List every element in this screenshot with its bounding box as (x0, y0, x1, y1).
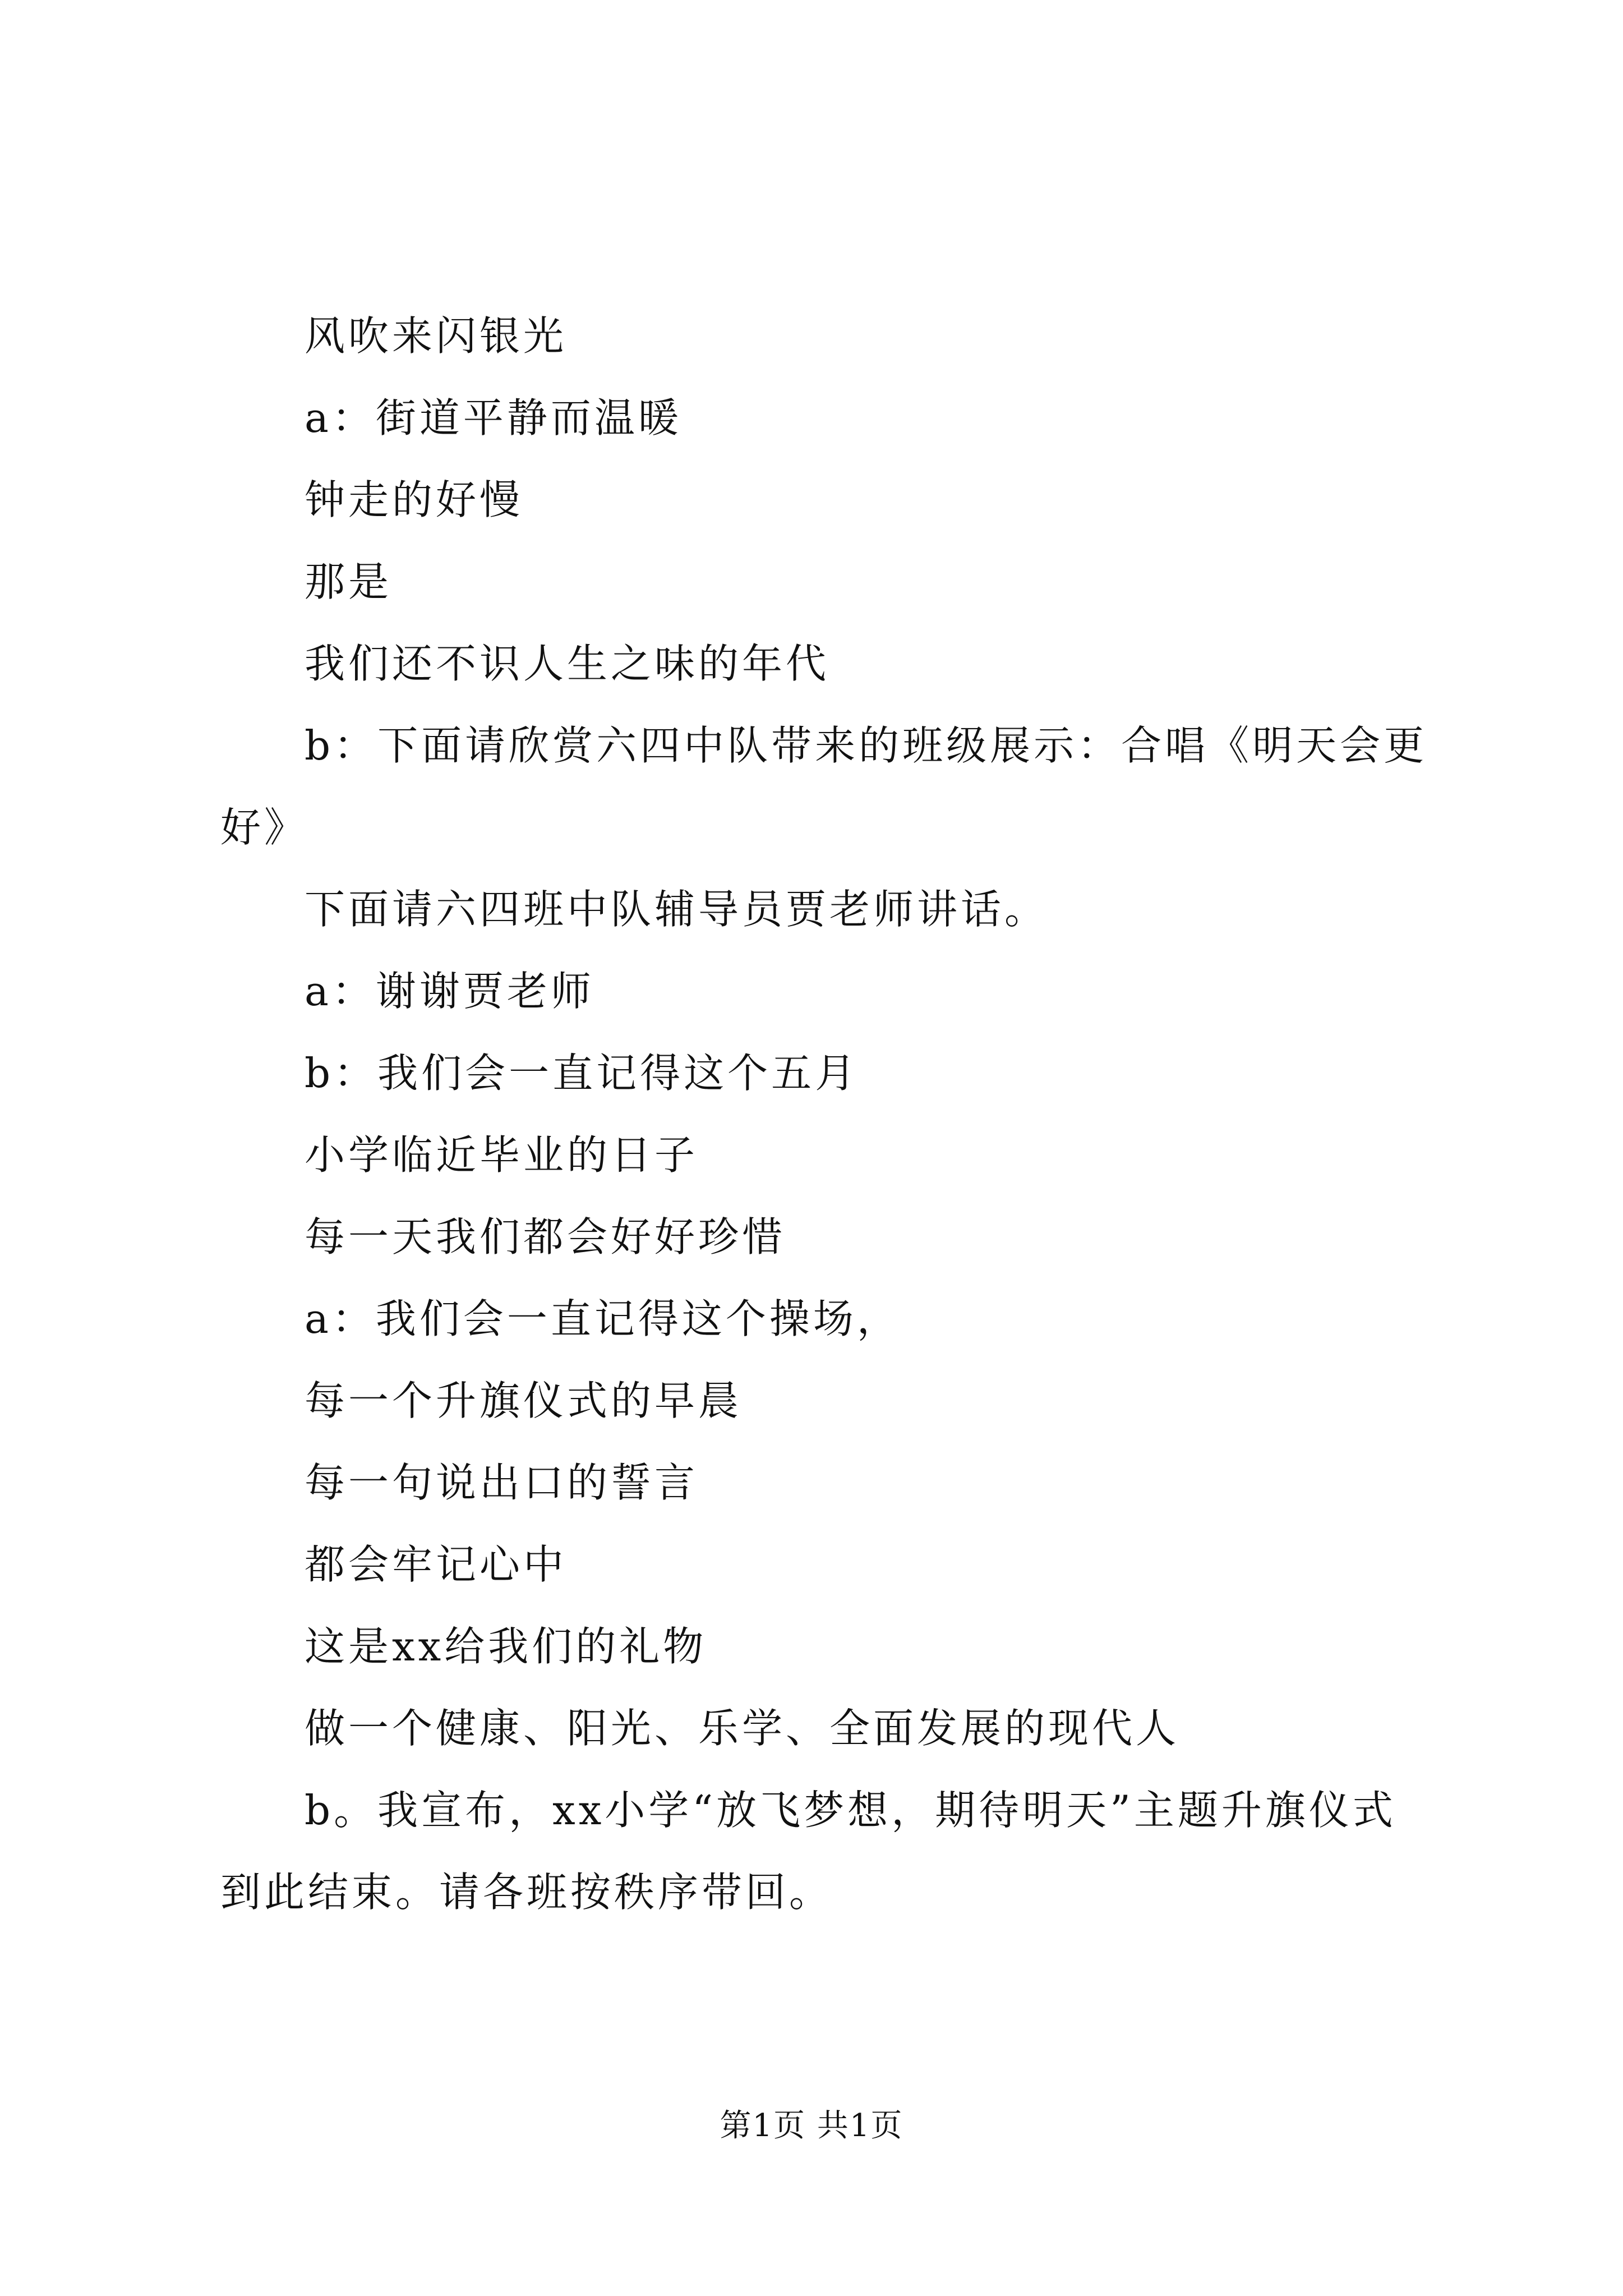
text-line: 每一句说出口的誓言 (305, 1459, 699, 1506)
text-line: 小学临近毕业的日子 (305, 1131, 699, 1179)
text-line: 好》 (220, 804, 308, 851)
text-line: a：街道平静而温暖 (305, 394, 682, 441)
text-line: 这是xx给我们的礼物 (305, 1623, 707, 1670)
text-line: 到此结束。请各班按秩序带回。 (220, 1869, 833, 1916)
text-line: 都会牢记心中 (305, 1541, 568, 1588)
text-line: a：我们会一直记得这个操场， (305, 1295, 901, 1342)
text-line: 每一个升旗仪式的早晨 (305, 1377, 743, 1424)
text-line: 做一个健康、阳光、乐学、全面发展的现代人 (305, 1705, 1180, 1752)
text-line: 每一天我们都会好好珍惜 (305, 1213, 786, 1260)
text-line: 下面请六四班中队辅导员贾老师讲话。 (305, 886, 1049, 933)
text-line: 风吹来闪银光 (305, 312, 568, 360)
text-line: b：我们会一直记得这个五月 (305, 1050, 859, 1097)
text-line: a：谢谢贾老师 (305, 968, 594, 1015)
text-line: 那是 (305, 558, 393, 605)
text-line: b：下面请欣赏六四中队带来的班级展示：合唱《明天会更 (305, 722, 1428, 769)
text-line: 钟走的好慢 (305, 476, 524, 523)
text-line: 我们还不识人生之味的年代 (305, 640, 830, 687)
text-line: b。我宣布，xx小学“放飞梦想，期待明天”主题升旗仪式 (305, 1787, 1396, 1834)
page-number-footer: 第1页 共1页 (720, 2108, 903, 2144)
